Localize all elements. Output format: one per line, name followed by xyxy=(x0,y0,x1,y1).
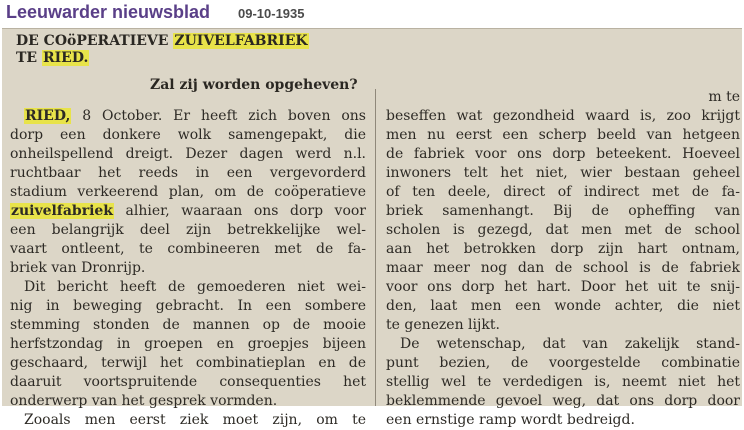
headline-line-1 xyxy=(16,33,309,50)
text-line: te genezen lijkt. xyxy=(386,317,500,333)
text-line: vaart ontleent, te combineeren met de fa- xyxy=(10,241,366,257)
text-line: ruchtbaar het reeds in een vergevorderd xyxy=(10,165,366,181)
search-highlight: RIED, xyxy=(25,108,71,124)
text-line: inwoners telt het niet, wier bestaan geheel xyxy=(386,165,740,181)
subheading: Zal zij worden opgeheven? xyxy=(150,77,358,93)
text-line: dorp een donkere wolk samengepakt, die xyxy=(10,127,366,143)
text-line: herfstzondag in groepen en groepjes bijeen xyxy=(10,336,366,352)
text-line: briek samenhangt. Bij de opheffing van xyxy=(386,203,740,219)
headline-text: TE xyxy=(16,50,42,66)
text-line: daaruit voortspruitende consequenties het xyxy=(10,374,366,390)
search-highlight: RIED. xyxy=(42,50,89,66)
text-line: den, laat men een wonde achter, die niet xyxy=(386,298,740,314)
text-line: of ten deele, direct of indirect met de fa- xyxy=(386,184,740,200)
headline-text: DE COöPERATIEVE xyxy=(16,33,174,49)
newspaper-clipping xyxy=(2,28,742,428)
newspaper-title[interactable]: Leeuwarder nieuwsblad xyxy=(6,2,211,22)
text-line: aan het betrokken dorp zijn hart ontnam, xyxy=(386,241,740,257)
column-divider xyxy=(375,89,376,406)
text-line: nig in beweging gebracht. In een sombere xyxy=(10,298,366,314)
text-line: voor ons dorp het hart. Door het uit te snij- xyxy=(386,279,740,295)
headline-line-2 xyxy=(16,50,89,67)
right-column xyxy=(386,29,740,428)
text-line xyxy=(10,202,366,221)
text-fragment: 8 October. Er heeft zich boven ons xyxy=(71,108,366,124)
text-line: maar meer nog dan de school is de fabriek xyxy=(386,260,740,276)
publication-date: 09-10-1935 xyxy=(238,6,305,21)
text-line: scholen is gezegd, dat men met de school xyxy=(386,222,740,238)
text-line: onheilspellend dreigt. Dezer dagen werd n.l. xyxy=(10,146,366,162)
text-fragment: alhier, waaraan ons dorp voor xyxy=(114,203,366,219)
page-header xyxy=(0,0,744,26)
text-line: geschaard, terwijl het combinatieplan en de xyxy=(10,355,366,371)
text-line: men nu eerst een scherp beeld van hetgeen xyxy=(386,127,740,143)
text-line: briek van Dronrijp. xyxy=(10,260,146,276)
text-line: onderwerp van het gesprek vormden. xyxy=(10,393,278,409)
text-line: stellig wel te verdedigen is, neemt niet het xyxy=(386,374,740,390)
text-line: stadium verkeerend plan, om de coöperatieve xyxy=(10,184,366,200)
search-highlight: ZUIVELFABRIEK xyxy=(174,33,308,49)
text-line: beklemmende gevoel weg, dat ons dorp door xyxy=(386,393,740,409)
search-highlight: zuivelfabriek xyxy=(11,203,113,219)
text-line: stemming stonden de mannen op de mooie xyxy=(10,317,366,333)
text-line: punt bezien, de voorgestelde combinatie xyxy=(386,355,740,371)
text-line: beseffen wat gezondheid waard is, zoo krijgt xyxy=(386,108,740,124)
left-column xyxy=(10,29,366,428)
text-line xyxy=(10,107,366,126)
text-line: een ernstige ramp wordt bedreigd. xyxy=(386,412,635,428)
text-line: een belangrijk deel zijn betrekkelijke wel- xyxy=(10,222,366,238)
text-line: De wetenschap, dat van zakelijk stand- xyxy=(400,336,740,352)
text-line: de fabriek voor ons dorp beteekent. Hoeveel xyxy=(386,146,740,162)
text-line: Zooals men eerst ziek moet zijn, om te xyxy=(24,412,366,428)
text-line: m te xyxy=(708,89,740,105)
text-line: Dit bericht heeft de gemoederen niet wei- xyxy=(24,279,366,295)
